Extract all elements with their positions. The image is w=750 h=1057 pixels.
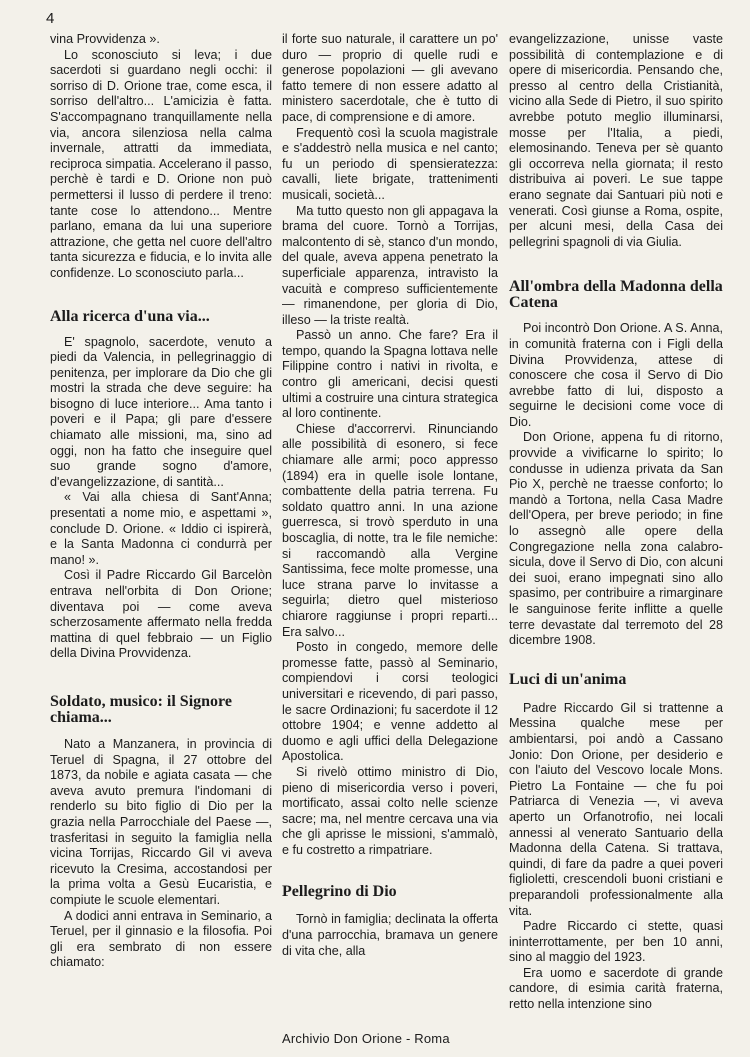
column-2 xyxy=(282,32,498,1022)
column-1 xyxy=(50,32,272,1022)
column-3 xyxy=(509,32,723,1022)
paragraph: Padre Riccardo Gil si trattenne a Messina qualche mese per ambientarsi, poi andò a Cassano Jonio: Don Orione, per desiderio e con l'aiuto del Vescovo locale Mons. Pietro La Fontaine — che fu poi Patriarca di Venezia —, vi aveva aperto un Orfanotrofio, nei locali annessi al venerato Santuario della Madonna della Catena. Si trattava, quindi, di fare da padre a quei poveri figlioletti, crescendoli buoni cristiani e preparandoli professionalmente alla vita. xyxy=(509,700,723,918)
paragraph: Padre Riccardo ci stette, quasi ininterrottamente, per ben 10 anni, sino al maggio del 1923. xyxy=(509,919,723,965)
section-heading-luci: Luci di un'anima xyxy=(509,670,627,688)
section-heading-pellegrino: Pellegrino di Dio xyxy=(282,883,397,901)
paragraph: E' spagnolo, sacerdote, venuto a piedi da Valencia, in pellegrinaggio di penitenza, per implorare da Dio che gli mostri la strada che deve seguire: ha bisogno di luce interiore... Ama tanto i poveri e il Papa; gli pare d'essere chiamato alle missioni, ma, sino ad oggi, non ha fatto che inseguire quel suo grande sogno d'amore, d'evangelizzazione, di santità... xyxy=(50,334,272,489)
paragraph: A dodici anni entrava in Seminario, a Teruel, per il ginnasio e la filosofia. Poi gli era sembrato di non essere chiamato: xyxy=(50,908,272,970)
paragraph: Poi incontrò Don Orione. A S. Anna, in comunità fraterna con i Figli della Divina Provvidenza, attese di conoscere che cosa il Servo di Dio avrebbe fatto di lui, disposto a seguirne le decisioni come voce di Dio. xyxy=(509,321,723,429)
paragraph: Don Orione, appena fu di ritorno, provvide a vivificarne lo spirito; lo condusse in udienza privata da San Pio X, perchè ne traesse conforto; lo mandò a Tortona, nella Casa Madre dell'Opera, per breve periodo; in fine lo assegnò alle opere della Congregazione nella zona calabro-sicula, dove il Servo di Dio, con alcuni dei suoi, erano impegnati sino allo spasimo, per contribuire a rimarginare le sanguinose ferite inflitte a quelle terre devastate dal terremoto del 28 dicembre 1908. xyxy=(509,430,723,648)
page-number: 4 xyxy=(46,10,55,27)
paragraph: Chiese d'accorrervi. Rinunciando alle possibilità di esonero, si fece chiamare alle armi; poco appresso (1894) era in quelle isole lontane, combattente della patria terrena. Fu soldato quattro anni. In una azione guerresca, si trovò sperduto in una boscaglia, di notte, tra le file nemiche: si raccomandò alla Vergine Santissima, fece molte promesse, una luce strana parve lo invitasse a seguirla; dietro quel misterioso chiarore raggiunse i propri reparti... Era salvo... xyxy=(282,421,498,639)
paragraph: vina Provvidenza ». xyxy=(50,32,160,46)
paragraph: Ma tutto questo non gli appagava la brama del cuore. Tornò a Torrijas, malcontento di sè, stanco d'un mondo, del quale, aveva appena penetrato la superficiale apparenza, intravisto la vacuità e compreso sufficientemente — rimanendone, per gloria di Dio, illeso — la triste realtà. xyxy=(282,203,498,327)
section-heading-soldato-musico: Soldato, musico: il Signore chiama... xyxy=(50,692,232,726)
archive-footer: Archivio Don Orione - Roma xyxy=(282,1031,450,1046)
paragraph: « Vai alla chiesa di Sant'Anna; presentati a nome mio, e aspettami », conclude D. Orione. « Iddio ci ispirerà, e la Santa Madonna ci condurrà per mano! ». xyxy=(50,490,272,567)
section-heading-allombra: All'ombra della Madonna della Catena xyxy=(509,278,723,312)
paragraph: Posto in congedo, memore delle promesse fatte, passò al Seminario, compiendovi i corsi teologici universitari e ricevendo, di pari passo, le sacre Ordinazioni; fu sacerdote il 12 ottobre 1904; e venne addetto al duomo e agli uffici della Delegazione Apostolica. xyxy=(282,640,498,764)
paragraph: Era uomo e sacerdote di grande candore, di esimia carità fraterna, retto nella intenzione sino xyxy=(509,965,723,1012)
paragraph: Tornò in famiglia; declinata la offerta d'una parrocchia, bramava un genere di vita che, alla xyxy=(282,912,498,958)
paragraph: Lo sconosciuto si leva; i due sacerdoti si guardano negli occhi: il sorriso di D. Orione trae, come esca, il sorriso dell'altro... L'amicizia è fatta. S'accompagnano tranquillamente nella via, ancora silenziosa nella calma invernale, attratti da immediata, reciproca simpatia. Accelerano il passo, perchè è tardi e D. Orione non può permettersi il lusso di perdere il treno: tante cose lo attendono... Mentre parlano, emana da lui una superiore attrazione, che getta nel cuore dell'altro tanta sicurezza e fiducia, e lo invita alle confidenze. Lo sconosciuto parla... xyxy=(50,47,272,280)
paragraph: evangelizzazione, unisse vaste possibilità di contemplazione e di opere di misericordia. Pensando che, presso al centro della Cristianità, vicino alla Sede di Pietro, il suo spirito avrebbe potuto meglio illuminarsi, mosse per l'Italia, a piedi, elemosinando. Teneva per sè quanto gli occorreva nella giornata; il resto distribuiva ai poveri. Le sue tappe erano segnate dai Santuari più noti e venerati. Così giunse a Roma, ospite, per alcuni mesi, della Casa dei pellegrini spagnoli di via Giulia. xyxy=(509,32,723,249)
paragraph: Si rivelò ottimo ministro di Dio, pieno di misericordia verso i poveri, mortificato, assai colto nelle scienze sacre; ma, nel mentre cercava una via che gli aprisse le missioni, s'ammalò, e fu costretto a rimpatriare. xyxy=(282,764,498,857)
paragraph: Passò un anno. Che fare? Era il tempo, quando la Spagna lottava nelle Filippine contro i nativi in rivolta, e contro gli americani, decisi questi ultimi a costruire una cintura strategica al loro continente. xyxy=(282,328,498,421)
paragraph: Così il Padre Riccardo Gil Barcelòn entrava nell'orbita di Don Orione; diventava poi — come aveva scherzosamente affermato nella fredda mattina di quel febbraio — un Figlio della Divina Provvidenza. xyxy=(50,568,272,661)
section-heading-alla-ricerca: Alla ricerca d'una via... xyxy=(50,307,210,325)
paragraph: Nato a Manzanera, in provincia di Teruel di Spagna, il 27 ottobre del 1873, da nobile e agiata casata — che aveva avuto premura l'indomani di renderlo su bito figlio di Dio per la grazia nella Parrocchiale del Paese —, trasferitasi in seguito la famiglia nella vicina Torrijas, Riccardo Gil vi aveva ricevuto la Cresima, accostandosi per la prima volta a Gesù Eucaristia, e compiute le scuole elementari. xyxy=(50,736,272,907)
paragraph: Frequentò così la scuola magistrale e s'addestrò nella musica e nel canto; fu un periodo di spensieratezza: cavalli, liete brigate, trattenimenti musicali, società... xyxy=(282,125,498,202)
paragraph: il forte suo naturale, il carattere un po' duro — proprio di quelle rudi e generose popolazioni — gli avevano fatto temere di non essere adatto al ministero sacerdotale, che è tutto di pace, di comprensione e di amore. xyxy=(282,32,498,124)
